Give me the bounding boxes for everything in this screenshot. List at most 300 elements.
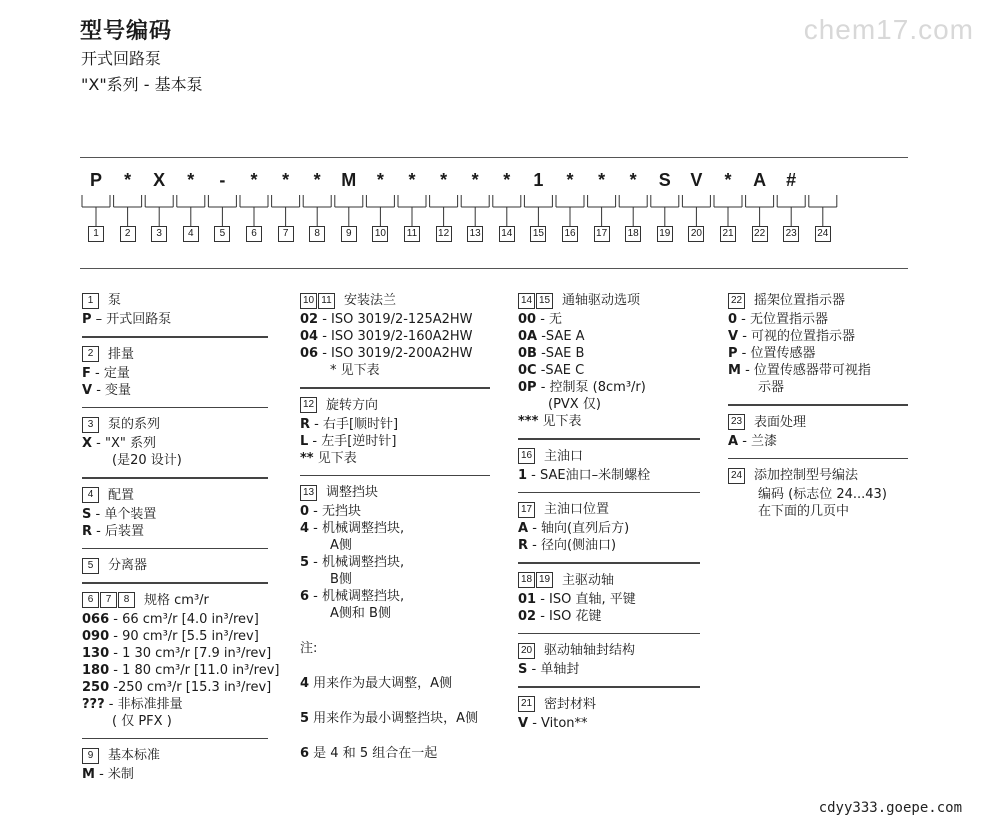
code-char: A: [753, 170, 767, 190]
option-text: A侧: [330, 538, 352, 553]
option-text: - 径向(侧油口): [528, 538, 617, 553]
section-title: 泵的系列: [108, 417, 161, 432]
option-text: - 后装置: [92, 523, 144, 539]
option-code: L: [300, 433, 309, 449]
section-title: 安装法兰: [344, 293, 397, 308]
option-text: A侧和 B侧: [330, 606, 391, 621]
code-char: -: [219, 170, 226, 190]
section-title: 分离器: [108, 558, 148, 573]
position-number-box: 7: [100, 592, 117, 608]
option-row: [82, 713, 268, 730]
column-3: [518, 288, 700, 732]
section-title: 摇架位置指示器: [754, 293, 846, 308]
section-title: 密封材料: [544, 696, 597, 712]
option-row: [518, 591, 700, 608]
option-row: [728, 328, 908, 345]
section-header: [518, 572, 700, 589]
section-header: [300, 292, 490, 309]
section-header: [82, 592, 268, 609]
code-char: *: [187, 170, 195, 190]
code-char: *: [598, 170, 606, 190]
option-code: ???: [82, 696, 105, 712]
option-row: [82, 506, 268, 523]
column-1: [82, 288, 280, 783]
code-char: *: [440, 170, 448, 190]
footer-watermark: cdyy333.goepe.com: [818, 800, 962, 816]
option-text: - 1 80 cm³/r [11.0 in³/rev]: [109, 662, 280, 678]
position-number-box: 5: [82, 558, 99, 574]
code-char: S: [658, 170, 671, 190]
option-text: - 66 cm³/r [4.0 in³/rev]: [109, 611, 259, 627]
position-number-box: 6: [82, 592, 99, 608]
note-item: [300, 675, 490, 692]
option-row: [300, 328, 490, 345]
option-row: [518, 345, 700, 362]
position-number-box: 21: [518, 696, 535, 712]
code-char: X: [153, 170, 166, 190]
note-code: 5: [300, 711, 310, 726]
option-row: [728, 486, 908, 503]
section-title: 主油口位置: [544, 502, 610, 517]
option-text: - 定量: [90, 365, 130, 381]
option-code: 066: [82, 611, 110, 627]
option-row: [518, 311, 700, 328]
option-text: - 单轴封: [527, 662, 580, 677]
section-header: [82, 557, 268, 574]
option-text: 在下面的几页中: [758, 504, 850, 519]
section-rotation: [300, 397, 490, 467]
option-row: [300, 433, 490, 450]
option-text: - 轴向(直列后方): [528, 521, 630, 536]
option-code: **: [300, 450, 314, 466]
section-title: 主油口: [544, 448, 584, 464]
option-code: 0A: [518, 329, 538, 344]
section-header: [82, 747, 268, 764]
option-row: [518, 661, 700, 678]
section-title: 添加控制型号编法: [754, 468, 859, 483]
code-char: *: [376, 170, 384, 190]
option-text: 编码 (标志位 24...43): [758, 487, 887, 502]
divider: [518, 492, 700, 494]
section-header: [518, 696, 700, 713]
note-text: 用来作为最大调整，A侧: [309, 676, 453, 691]
option-text: - ISO 3019/2-200A2HW: [318, 346, 473, 361]
divider: [82, 477, 268, 479]
option-text: ( 仅 PFX ): [112, 713, 172, 729]
option-row: [300, 416, 490, 433]
section-port-position: [518, 501, 700, 554]
code-char: *: [503, 170, 511, 190]
option-code: P: [82, 312, 92, 327]
option-text: (是20 设计): [112, 453, 182, 468]
option-text: - 机械调整挡块,: [309, 555, 405, 570]
divider: [728, 458, 908, 460]
divider: [82, 582, 268, 584]
option-row: [728, 503, 908, 520]
option-text: - 可视的位置指示器: [738, 329, 856, 344]
section-title: 基本标准: [108, 748, 161, 763]
section-title: 规格 cm³/r: [144, 592, 209, 608]
position-number-box: 11: [318, 293, 335, 309]
page-subtitle: 开式回路泵: [81, 49, 162, 68]
divider: [300, 387, 490, 389]
position-box: 18: [625, 226, 641, 242]
option-text: - 变量: [92, 382, 132, 398]
position-box: 13: [467, 226, 483, 242]
section-through-drive: [518, 292, 700, 430]
section-mounting-flange: [300, 292, 490, 379]
position-box: 2: [120, 226, 136, 242]
option-text: - 兰漆: [738, 433, 778, 449]
position-box: 10: [372, 226, 388, 242]
code-char: #: [786, 170, 797, 190]
option-text: - ISO 3019/2-125A2HW: [318, 312, 473, 327]
option-code: 090: [82, 628, 110, 644]
note-code: 4: [300, 676, 310, 691]
divider: [300, 475, 490, 477]
option-row: [300, 588, 490, 605]
option-code: M: [728, 363, 741, 378]
position-number-box: 13: [300, 485, 317, 501]
option-row: [518, 715, 700, 732]
option-code: 0C: [518, 363, 537, 378]
option-code: R: [518, 538, 529, 553]
option-text: -SAE B: [536, 346, 585, 361]
option-text: - SAE油口–米制螺栓: [527, 467, 651, 483]
option-row: [82, 611, 268, 628]
section-title: 表面处理: [754, 414, 807, 430]
divider: [82, 738, 268, 740]
bottom-rule: [80, 268, 908, 269]
divider: [518, 633, 700, 635]
position-number-box: 18: [518, 572, 535, 588]
option-code: P: [728, 346, 738, 361]
position-box: 16: [562, 226, 578, 242]
section-control-code: [728, 467, 908, 520]
divider: [518, 562, 700, 564]
position-box: 17: [594, 226, 610, 242]
section-header: [728, 292, 908, 309]
option-text: - ISO 3019/2-160A2HW: [318, 329, 473, 344]
option-row: [728, 362, 908, 379]
option-row: [728, 311, 908, 328]
series-subtitle: "X"系列 - 基本泵: [81, 75, 203, 94]
code-char: 1: [533, 170, 544, 190]
note-code: 6: [300, 746, 310, 761]
note-text: 用来作为最小调整挡块，A侧: [309, 711, 479, 726]
option-text: - ISO 花键: [536, 608, 602, 624]
option-text: - "X" 系列: [92, 436, 156, 451]
code-char: *: [250, 170, 258, 190]
position-box: 6: [246, 226, 262, 242]
section-adjust-stop: [300, 484, 490, 622]
code-brackets: [0, 0, 992, 260]
option-text: -250 cm³/r [15.3 in³/rev]: [109, 679, 272, 695]
option-text: -SAE A: [537, 329, 585, 344]
section-header: [82, 346, 268, 363]
option-text: - 非标准排量: [104, 696, 183, 712]
option-code: 06: [300, 346, 319, 361]
section-header: [82, 487, 268, 504]
section-header: [300, 397, 490, 414]
note-item: [300, 745, 490, 762]
divider: [82, 407, 268, 409]
section-surface-treatment: [728, 414, 908, 450]
position-box: 5: [214, 226, 230, 242]
option-text: - 米制: [94, 767, 134, 782]
option-code: 0: [728, 312, 738, 327]
option-row: [82, 311, 268, 328]
code-char: V: [690, 170, 703, 190]
option-text: - 1 30 cm³/r [7.9 in³/rev]: [109, 645, 272, 661]
option-row: [82, 766, 268, 783]
option-row: [82, 452, 268, 469]
note-text: 是 4 和 5 组合在一起: [309, 746, 438, 761]
option-row: [300, 345, 490, 362]
option-code: 0: [300, 504, 310, 519]
option-row: [518, 328, 700, 345]
option-text: B侧: [330, 572, 352, 587]
divider: [728, 404, 908, 406]
code-char: *: [124, 170, 132, 190]
position-box: 15: [530, 226, 546, 242]
option-row: [82, 662, 280, 679]
position-number-box: 2: [82, 346, 99, 362]
code-char: *: [313, 170, 321, 190]
option-row: [82, 523, 268, 540]
notes-list: [300, 675, 490, 762]
option-row: [300, 362, 490, 379]
position-box: 1: [88, 226, 104, 242]
option-text: - 无位置指示器: [737, 312, 829, 327]
position-number-box: 9: [82, 748, 99, 764]
option-code: S: [518, 662, 528, 677]
section-header: [82, 292, 268, 309]
option-code: 01: [518, 591, 537, 607]
option-text: -SAE C: [536, 363, 585, 378]
section-header: [300, 484, 490, 501]
position-number-box: 15: [536, 293, 553, 309]
option-code: 180: [82, 662, 110, 678]
option-row: [82, 365, 268, 382]
section-size: [82, 592, 280, 730]
section-title: 主驱动轴: [562, 572, 615, 588]
position-number-box: 17: [518, 502, 535, 518]
option-code: M: [82, 767, 95, 782]
option-code: X: [82, 436, 93, 451]
option-code: 0B: [518, 346, 537, 361]
option-row: [300, 571, 490, 588]
section-configuration: [82, 487, 268, 540]
divider: [518, 686, 700, 688]
section-seal-material: [518, 696, 700, 732]
option-row: [82, 382, 268, 399]
position-number-box: 16: [518, 448, 535, 464]
position-box: 12: [436, 226, 452, 242]
option-code: A: [728, 433, 739, 449]
code-char: *: [724, 170, 732, 190]
position-box: 7: [278, 226, 294, 242]
option-row: [518, 537, 700, 554]
position-box: 3: [151, 226, 167, 242]
position-box: 20: [688, 226, 704, 242]
option-text: (PVX 仅): [548, 397, 601, 412]
option-code: 5: [300, 555, 310, 570]
option-row: [82, 628, 268, 645]
option-code: S: [82, 506, 92, 522]
position-number-box: 3: [82, 417, 99, 433]
option-code: 00: [518, 312, 537, 327]
option-text: - 机械调整挡块,: [309, 589, 405, 604]
code-char: *: [282, 170, 290, 190]
section-header: [518, 448, 700, 465]
section-separator: [82, 557, 268, 574]
option-code: 0P: [518, 380, 537, 395]
position-number-box: 24: [728, 468, 745, 484]
option-row: [82, 435, 268, 452]
section-main-port: [518, 448, 700, 484]
option-code: 4: [300, 521, 310, 536]
option-row: [518, 467, 700, 484]
option-text: – 开式回路泵: [91, 312, 172, 327]
option-row: [300, 605, 490, 622]
position-box: 22: [752, 226, 768, 242]
divider: [82, 548, 268, 550]
code-char: *: [566, 170, 574, 190]
option-row: [728, 379, 908, 396]
section-header: [728, 467, 908, 484]
option-row: [300, 503, 490, 520]
position-number-box: 1: [82, 293, 99, 309]
option-text: - 无挡块: [309, 504, 362, 519]
option-code: 02: [300, 312, 319, 327]
option-text: - 单个装置: [91, 506, 157, 522]
option-row: [518, 396, 700, 413]
option-code: 1: [518, 467, 528, 483]
section-header: [518, 501, 700, 518]
option-text: - 无: [536, 312, 563, 327]
option-row: [300, 520, 490, 537]
section-title: 驱动轴轴封结构: [544, 643, 636, 658]
code-char: *: [471, 170, 479, 190]
section-title: 调整挡块: [326, 485, 379, 500]
option-code: 250: [82, 679, 110, 695]
option-text: - ISO 直轴, 平键: [536, 591, 636, 607]
option-code: R: [82, 523, 93, 539]
section-header: [728, 414, 908, 431]
position-box: 8: [309, 226, 325, 242]
option-text: - 位置传感器带可视指: [740, 363, 871, 378]
option-row: [82, 679, 272, 696]
note-item: [300, 710, 490, 727]
option-text: - 机械调整挡块,: [309, 521, 405, 536]
option-row: [518, 520, 700, 537]
option-code: A: [518, 521, 529, 536]
option-row: [82, 645, 272, 662]
option-text: - 右手[顺时针]: [310, 416, 399, 432]
position-box: 23: [783, 226, 799, 242]
code-char: P: [89, 170, 102, 190]
code-char: *: [629, 170, 637, 190]
option-code: F: [82, 365, 91, 381]
option-row: [300, 311, 490, 328]
section-pump: [82, 292, 268, 328]
option-text: - 位置传感器: [737, 346, 816, 361]
code-char: *: [408, 170, 416, 190]
option-row: [300, 450, 490, 467]
option-text: - Viton**: [528, 715, 588, 731]
position-number-box: 14: [518, 293, 535, 309]
section-title: 泵: [108, 293, 122, 308]
option-code: 130: [82, 645, 110, 661]
position-number-box: 8: [118, 592, 135, 608]
position-box: 4: [183, 226, 199, 242]
option-code: V: [728, 329, 739, 344]
section-header: [518, 642, 700, 659]
position-box: 21: [720, 226, 736, 242]
option-row: [728, 345, 908, 362]
position-number-box: 12: [300, 397, 317, 413]
option-code: 02: [518, 608, 537, 624]
position-number-box: 20: [518, 643, 535, 659]
option-code: R: [300, 416, 311, 432]
section-drive-shaft: [518, 572, 700, 625]
watermark: chem17.com: [803, 14, 974, 45]
option-text: - 左手[逆时针]: [308, 433, 397, 449]
section-title: 通轴驱动选项: [562, 293, 641, 308]
position-number-box: 4: [82, 487, 99, 503]
option-code: V: [518, 715, 529, 731]
option-row: [300, 537, 490, 554]
option-text: 见下表: [538, 414, 582, 429]
option-text: - 90 cm³/r [5.5 in³/rev]: [109, 628, 259, 644]
column-4: [728, 288, 908, 520]
position-number-box: 10: [300, 293, 317, 309]
option-row: [728, 433, 908, 450]
option-text: - 控制泵 (8cm³/r): [536, 380, 646, 395]
option-code: V: [82, 382, 93, 398]
option-text: 见下表: [313, 450, 357, 466]
option-row: [518, 608, 700, 625]
position-box: 11: [404, 226, 420, 242]
section-standard: [82, 747, 268, 783]
column-2: [300, 288, 490, 762]
position-number-box: 23: [728, 414, 745, 430]
option-row: [518, 413, 700, 430]
code-char: M: [341, 170, 357, 190]
section-displacement: [82, 346, 268, 399]
section-title: 配置: [108, 487, 135, 503]
divider: [82, 336, 268, 338]
option-code: ***: [518, 414, 539, 429]
section-position-indicator: [728, 292, 908, 396]
option-row: [518, 362, 700, 379]
section-header: [518, 292, 700, 309]
divider: [518, 438, 700, 440]
position-box: 14: [499, 226, 515, 242]
section-title: 旋转方向: [326, 397, 379, 413]
option-code: 6: [300, 589, 310, 604]
option-row: [518, 379, 700, 396]
option-text: 示器: [758, 380, 785, 395]
option-row: [300, 554, 490, 571]
option-row: [82, 696, 268, 713]
section-header: [82, 416, 268, 433]
section-title: 排量: [108, 346, 135, 362]
section-shaft-seal: [518, 642, 700, 678]
page-title: 型号编码: [80, 19, 173, 44]
position-box: 9: [341, 226, 357, 242]
